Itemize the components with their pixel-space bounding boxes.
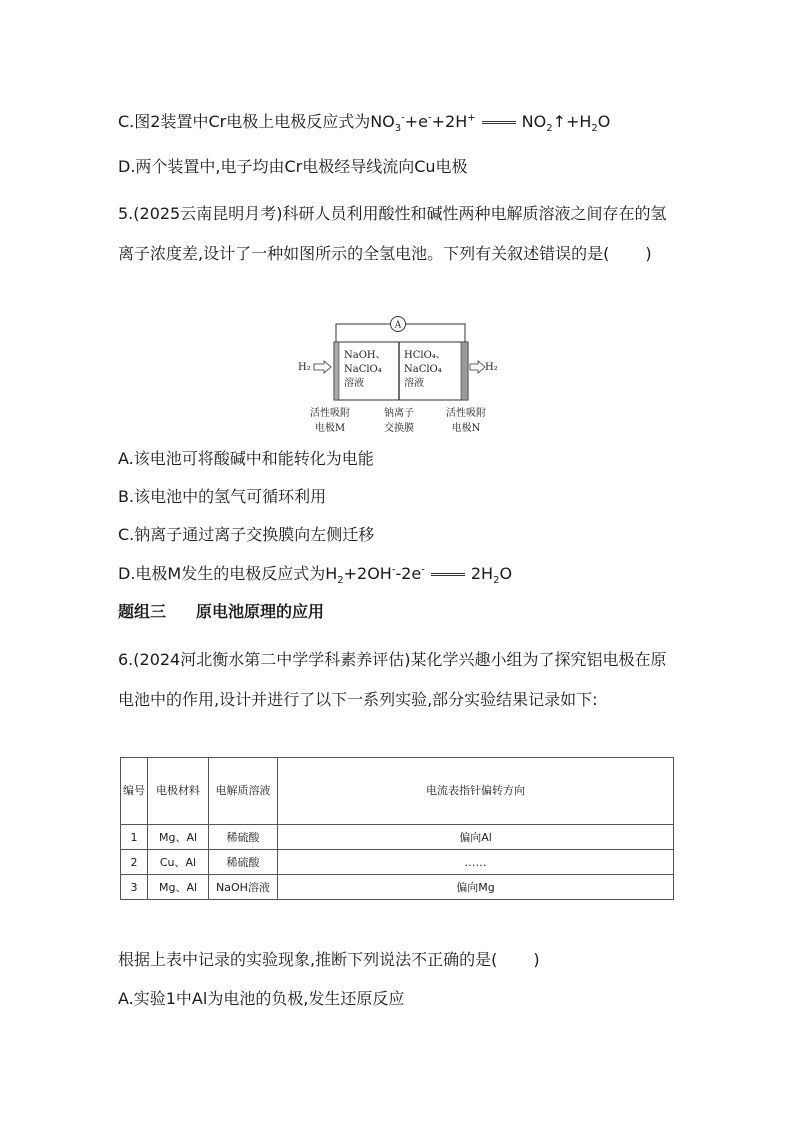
right-h2-label: H₂ [485,362,498,373]
q5-option-a: A.该电池可将酸碱中和能转化为电能 [118,449,374,468]
option-c-equation: C.图2装置中Cr电极上电极反应式为$NO_3^-+e^-+2H^+$ $NO_2↑+H_2O$ [118,112,611,135]
electrode-m [334,342,339,400]
membrane-label-2: 交换膜 [384,423,414,434]
left-solution-line2: NaClO₄ [344,364,382,375]
right-solution-line2: NaClO₄ [404,364,442,375]
option-d-text: D.两个装置中,电子均由Cr电极经导线流向Cu电极 [118,157,468,176]
q5-option-b: B.该电池中的氢气可循环利用 [118,487,327,506]
equals-bar [431,573,465,576]
table-header-row [121,758,674,825]
header-number: 编号 [121,758,148,825]
electrode-m-label-2: 电极M [314,423,346,434]
table-row: 2 Cu、Al 稀硫酸 …… [121,850,674,875]
question-6-stem: 6.(2024河北衡水第二中学学科素养评估)某化学兴趣小组为了探究铝电极在原电池中的作用,设计并进行了以下一系列实验,部分实验结果记录如下: [118,650,667,709]
left-solution-line3: 溶液 [344,378,364,389]
electrode-n [461,342,468,400]
header-electrolyte: 电解质溶液 [209,758,278,825]
electrode-m-label-1: 活性吸附 [310,408,350,419]
table-row: 3 Mg、Al NaOH溶液 偏向Mg [121,875,674,900]
electrode-n-label-1: 活性吸附 [446,408,486,419]
q5-option-c: C.钠离子通过离子交换膜向左侧迁移 [118,525,375,544]
left-inflow-arrow-icon [314,361,331,373]
hydrogen-cell-diagram [298,312,498,440]
q5-option-d: D.电极M发生的电极反应式为$H_2+2OH^--2e^-$ $2H_2O$ [118,564,513,587]
ammeter-label: A [394,320,402,331]
q6-follow-up: 根据上表中记录的实验现象,推断下列说法不正确的是( ) [118,950,540,969]
right-solution-line1: HClO₄、 [404,350,446,361]
header-electrode: 电极材料 [148,758,209,825]
right-solution-line3: 溶液 [404,378,424,389]
membrane-label-1: 钠离子 [384,408,414,419]
group-three-heading: 题组三 原电池原理的应用 [118,602,325,621]
question-5-stem: 5.(2025云南昆明月考)科研人员利用酸性和碱性两种电解质溶液之间存在的氢离子浓度差,设计了一种如图所示的全氢电池。下列有关叙述错误的是( ) [118,204,667,263]
header-deflection: 电流表指针偏转方向 [278,758,674,825]
right-outflow-arrow-icon [470,361,485,373]
table-row: 1 Mg、Al 稀硫酸 偏向Al [121,825,674,850]
left-h2-label: H₂ [298,362,311,373]
experiment-results-table [120,757,674,900]
equals-bar [482,121,516,124]
left-solution-line1: NaOH、 [344,350,386,361]
q6-option-a: A.实验1中Al为电池的负极,发生还原反应 [118,989,405,1008]
electrode-n-label-2: 电极N [451,423,481,434]
